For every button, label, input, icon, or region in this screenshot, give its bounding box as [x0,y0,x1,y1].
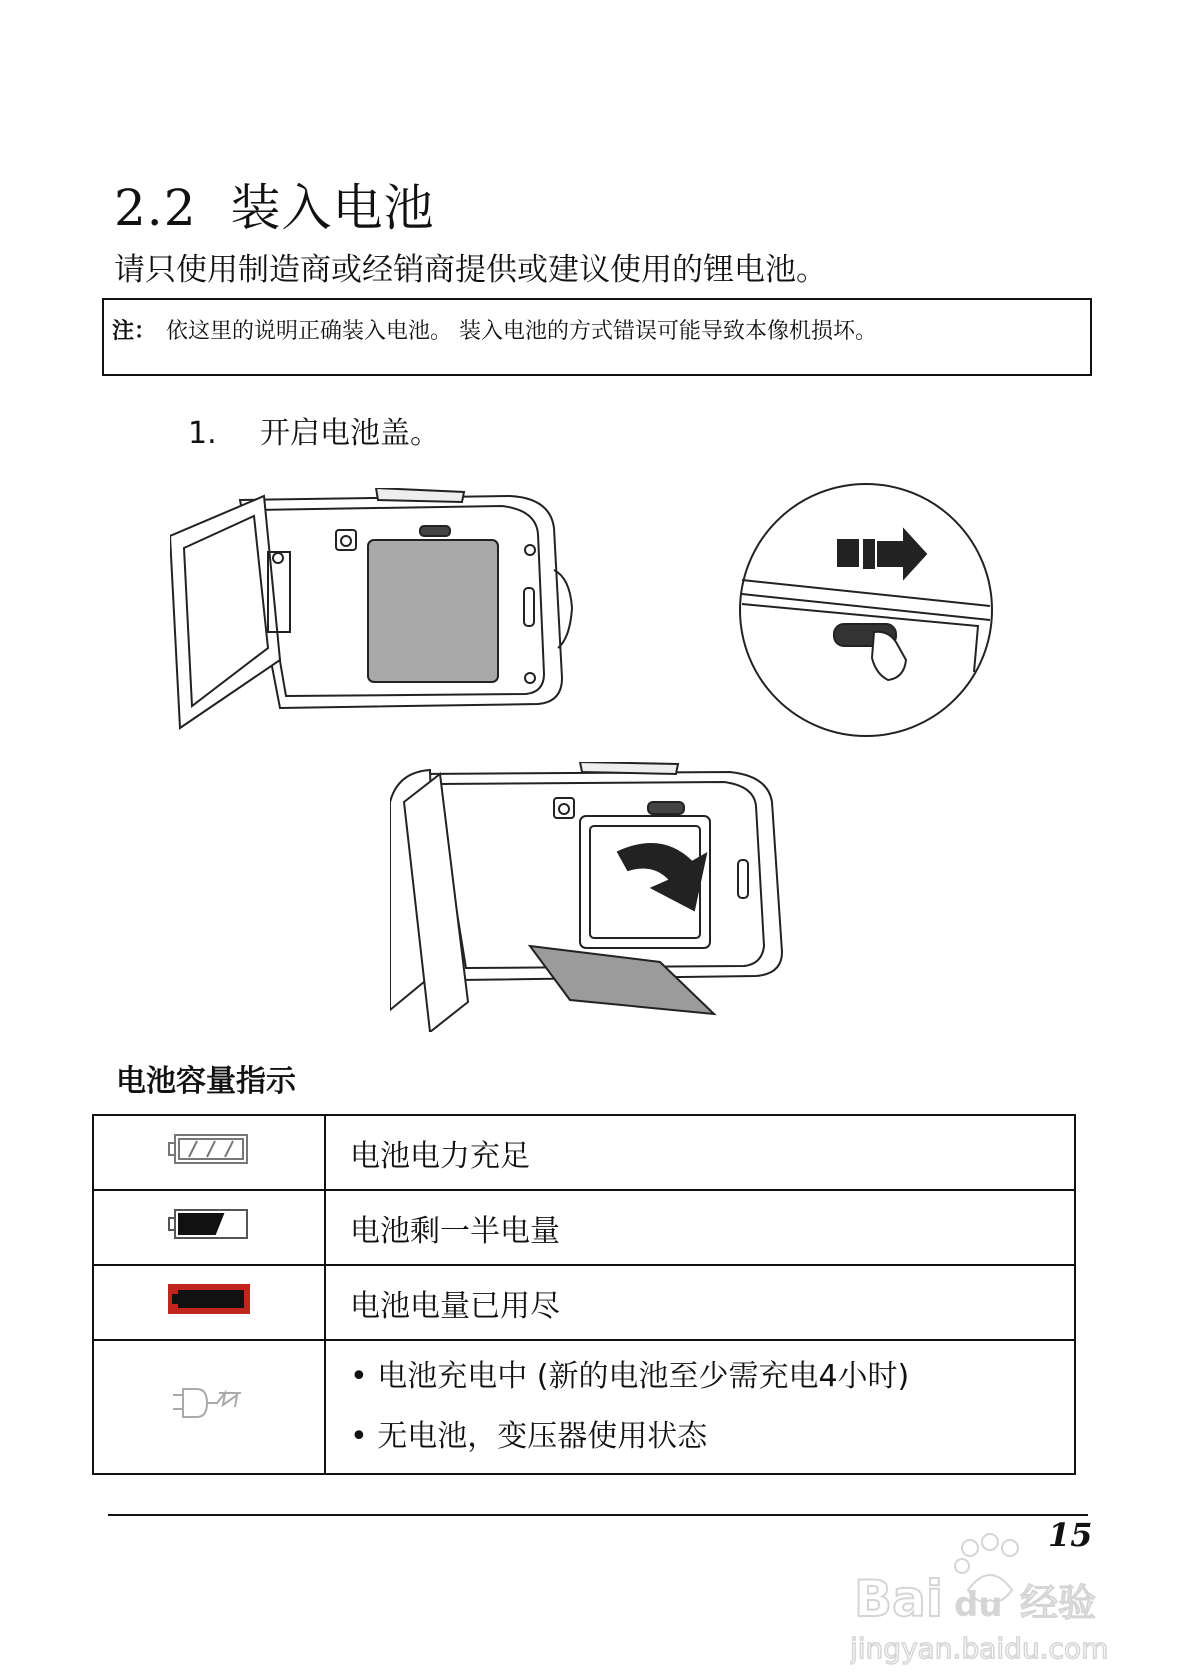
battery-full-icon [167,1133,251,1165]
note-label: 注： [112,319,157,344]
intro-paragraph: 请只使用制造商或经销商提供或建议使用的锂电池。 [114,252,827,288]
camcorder-closed-cover-illustration [170,488,610,748]
capacity-title: 电池容量指示 [116,1064,296,1099]
svg-text:du: du [954,1585,1003,1625]
page-number: 15 [1048,1516,1093,1554]
svg-text:经验: 经验 [1020,1581,1097,1625]
baidu-watermark-logo [850,1530,1120,1670]
note-text: 依这里的说明正确装入电池。 装入电池的方式错误可能导致本像机损坏。 [166,319,877,344]
battery-empty-icon [166,1282,252,1316]
latch-detail-illustration [738,482,994,738]
svg-text:jingyan.baidu.com: jingyan.baidu.com [850,1632,1109,1665]
note-box [102,298,1092,376]
footer-rule [108,1514,1088,1516]
table-row [93,1190,1075,1265]
battery-indicator-table [92,1114,1076,1475]
section-title [114,168,435,240]
battery-half-cell [93,1190,325,1265]
battery-half-text: 电池剩一半电量 [325,1190,1075,1265]
section-title-text: 装入电池 [230,179,435,237]
battery-empty-cell [93,1265,325,1340]
step-text: 开启电池盖。 [260,416,440,451]
table-row [93,1265,1075,1340]
ac-adapter-cell [93,1340,325,1474]
ac-adapter-icon [171,1385,247,1421]
step-number: 1. [188,416,217,451]
battery-empty-text: 电池电量已用尽 [325,1265,1075,1340]
battery-full-text: 电池电力充足 [325,1115,1075,1190]
ac-adapter-line-1: • 电池充电中 (新的电池至少需充电4小时) [350,1359,910,1394]
step-1 [188,408,440,452]
battery-full-cell [93,1115,325,1190]
camcorder-cover-removed-illustration [390,762,820,1032]
section-number: 2.2 [114,179,197,237]
svg-text:Bai: Bai [854,1570,943,1628]
battery-half-icon [167,1208,251,1240]
table-row [93,1340,1075,1474]
ac-adapter-line-2: • 无电池，变压器使用状态 [350,1419,708,1454]
table-row [93,1115,1075,1190]
ac-adapter-text [325,1340,1075,1474]
